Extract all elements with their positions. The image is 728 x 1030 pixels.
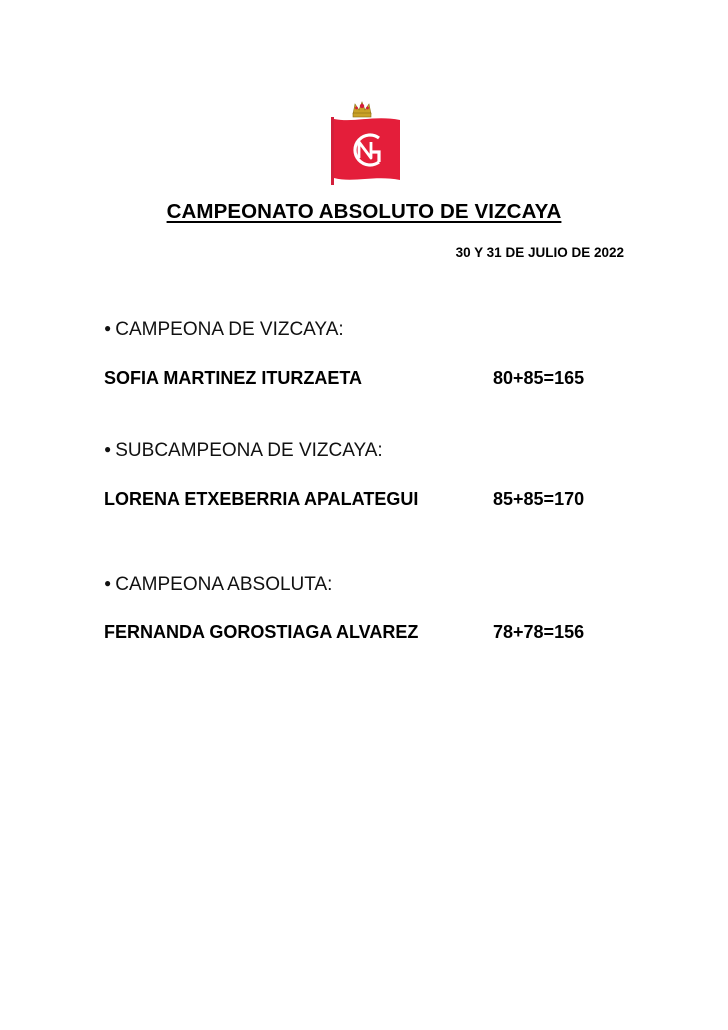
winner-score: 78+78=156 (493, 622, 585, 642)
section-label-text: CAMPEONA DE VIZCAYA: (115, 319, 344, 340)
section-label-campeona-vizcaya (104, 319, 344, 341)
section-label-subcampeona-vizcaya (104, 440, 383, 462)
bullet-icon: ● (104, 576, 112, 590)
flag-pole (331, 117, 334, 185)
bullet-icon: ● (104, 321, 112, 335)
crown-icon (353, 102, 371, 117)
document-title: CAMPEONATO ABSOLUTO DE VIZCAYA (166, 200, 562, 223)
section-label-text: SUBCAMPEONA DE VIZCAYA: (115, 440, 383, 461)
winner-score: 85+85=170 (493, 489, 585, 509)
club-flag-logo (329, 100, 403, 186)
winner-name: FERNANDA GOROSTIAGA ALVAREZ (104, 622, 419, 642)
event-date: 30 Y 31 DE JULIO DE 2022 (455, 245, 624, 260)
flag-cloth (334, 118, 400, 180)
winner-name: SOFIA MARTINEZ ITURZAETA (104, 368, 362, 388)
section-label-text: CAMPEONA ABSOLUTA: (115, 574, 333, 595)
winner-name: LORENA ETXEBERRIA APALATEGUI (104, 489, 419, 509)
winner-score: 80+85=165 (493, 368, 585, 388)
bullet-icon: ● (104, 442, 112, 456)
section-label-campeona-absoluta (104, 574, 332, 596)
